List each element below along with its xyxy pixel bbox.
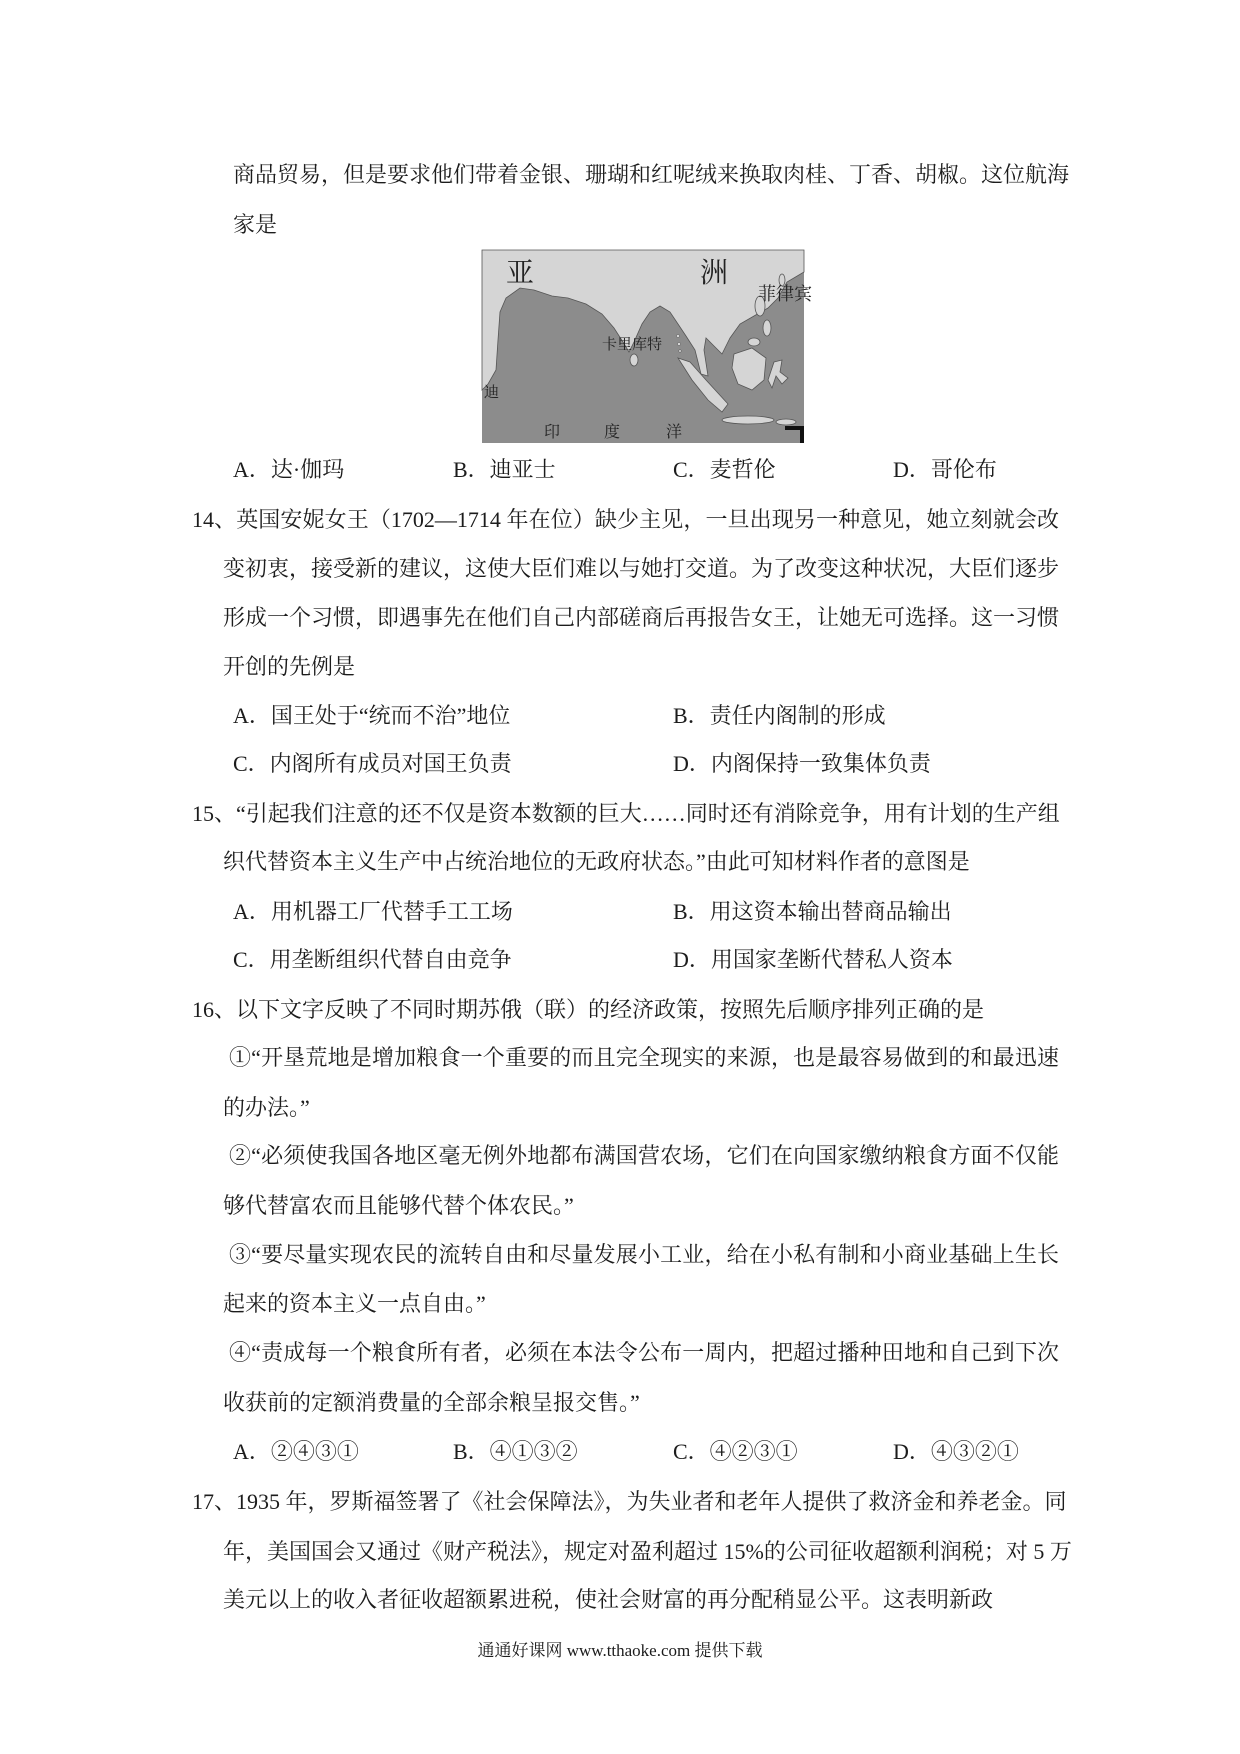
q17-line-1: 17、1935 年，罗斯福签署了《社会保障法》，为失业者和老年人提供了救济金和养老金。同 — [192, 1489, 1067, 1514]
map-label-philippines: 菲律宾 — [758, 284, 812, 304]
q13-line-1: 商品贸易，但是要求他们带着金银、珊瑚和红呢绒来换取肉桂、丁香、胡椒。这位航海 — [233, 162, 1070, 187]
map-land-sri-lanka — [630, 354, 638, 366]
q16-item-4-line-1: ④“责成每一个粮食所有者，必须在本法令公布一周内，把超过播种田地和自己到下次 — [229, 1340, 1059, 1365]
q16-item-4-line-2: 收获前的定额消费量的全部余粮呈报交售。” — [223, 1390, 640, 1415]
q17-line-2: 年，美国国会又通过《财产税法》，规定对盈利超过 15%的公司征收超额利润税；对 5 万 — [223, 1539, 1072, 1564]
q14-line-4: 开创的先例是 — [223, 654, 356, 679]
map-label-yang: 洋 — [666, 424, 683, 441]
map-island-andaman-1 — [676, 334, 679, 337]
map-land-lesser-sunda — [776, 419, 796, 425]
map-land-philippines-3 — [748, 338, 760, 346]
q13-option-c: C．麦哲伦 — [673, 457, 776, 482]
asia-indian-ocean-map — [482, 250, 812, 443]
map-island-andaman-3 — [679, 350, 682, 353]
map-land-philippines-2 — [763, 320, 771, 336]
q16-stem: 16、以下文字反映了不同时期苏俄（联）的经济政策，按照先后顺序排列正确的是 — [192, 997, 985, 1022]
map-svg — [482, 250, 812, 443]
q14-line-2: 变初衷，接受新的建议，这使大臣们难以与她打交道。为了改变这种状况，大臣们逐步 — [223, 556, 1060, 581]
q15-option-a: A．用机器工厂代替手工工场 — [233, 899, 513, 924]
q17-line-3: 美元以上的收入者征收超额累进税，使社会财富的再分配稍显公平。这表明新政 — [223, 1587, 994, 1612]
q16-option-b: B．④①③② — [453, 1439, 578, 1464]
q15-option-c: C．用垄断组织代替自由竞争 — [233, 947, 512, 972]
q15-option-d: D．用国家垄断代替私人资本 — [673, 947, 953, 972]
map-label-yin: 印 — [544, 424, 561, 441]
q14-option-a: A．国王处于“统而不治”地位 — [233, 703, 511, 728]
q13-option-d: D．哥伦布 — [893, 457, 997, 482]
map-label-zhou: 洲 — [700, 258, 729, 289]
page-footer: 通通好课网 www.tthaoke.com 提供下载 — [477, 1641, 763, 1660]
q16-item-2-line-1: ②“必须使我国各地区毫无例外地都布满国营农场，它们在向国家缴纳粮食方面不仅能 — [229, 1143, 1059, 1168]
q14-line-3: 形成一个习惯，即遇事先在他们自己内部磋商后再报告女王，让她无可选择。这一习惯 — [223, 605, 1060, 630]
q16-item-1-line-1: ①“开垦荒地是增加粮食一个重要的而且完全现实的来源，也是最容易做到的和最迅速 — [229, 1045, 1059, 1070]
q15-option-b: B．用这资本输出替商品输出 — [673, 899, 952, 924]
q16-item-3-line-1: ③“要尽量实现农民的流转自由和尽量发展小工业，给在小私有制和小商业基础上生长 — [229, 1242, 1059, 1267]
q16-option-d: D．④③②① — [893, 1439, 1019, 1464]
q16-item-2-line-2: 够代替富农而且能够代替个体农民。” — [223, 1193, 574, 1218]
q14-line-1: 14、英国安妮女王（1702—1714 年在位）缺少主见，一旦出现另一种意见，她立刻就会改 — [192, 507, 1059, 532]
q13-option-a: A．达·伽玛 — [233, 457, 345, 482]
map-island-andaman-2 — [677, 342, 680, 345]
q15-line-2: 织代替资本主义生产中占统治地位的无政府状态。”由此可知材料作者的意图是 — [223, 849, 970, 874]
q13-line-2: 家是 — [233, 212, 278, 237]
q15-line-1: 15、“引起我们注意的还不仅是资本数额的巨大……同时还有消除竞争，用有计划的生产组 — [192, 801, 1060, 826]
q16-item-1-line-2: 的办法。” — [223, 1095, 310, 1120]
q14-option-d: D．内阁保持一致集体负责 — [673, 751, 931, 776]
map-label-di: 迪 — [484, 385, 500, 401]
q16-option-c: C．④②③① — [673, 1439, 798, 1464]
q16-item-3-line-2: 起来的资本主义一点自由。” — [223, 1291, 486, 1316]
map-label-calicut: 卡里库特 — [602, 337, 663, 353]
map-land-java — [722, 416, 774, 424]
map-label-ya: 亚 — [506, 258, 535, 289]
map-label-du: 度 — [604, 424, 621, 441]
q16-option-a: A．②④③① — [233, 1439, 359, 1464]
q13-option-b: B．迪亚士 — [453, 457, 556, 482]
q14-option-c: C．内阁所有成员对国王负责 — [233, 751, 512, 776]
q14-option-b: B．责任内阁制的形成 — [673, 703, 886, 728]
